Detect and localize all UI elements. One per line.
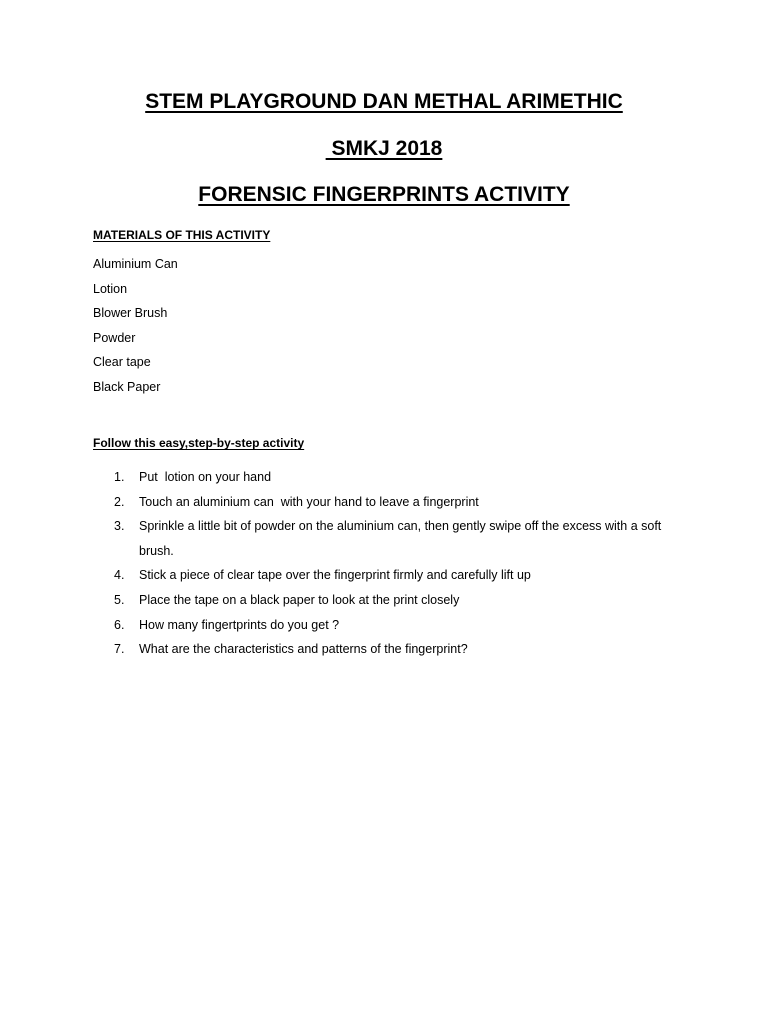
step-item: [114, 490, 684, 515]
step-item: [114, 514, 684, 563]
step-text: Place the tape on a black paper to look at the print closely: [139, 592, 460, 607]
step-item: [114, 563, 684, 588]
material-item: Clear tape: [93, 355, 151, 369]
materials-list: [93, 256, 178, 403]
step-number: 3.: [114, 519, 125, 534]
step-item: [114, 588, 684, 613]
material-item: Blower Brush: [93, 306, 168, 320]
step-number: 5.: [114, 592, 125, 607]
material-item: Aluminium Can: [93, 257, 178, 271]
step-number: 6.: [114, 617, 125, 632]
step-text: Touch an aluminium can with your hand to leave a fingerprint: [139, 494, 479, 509]
step-number: 2.: [114, 494, 125, 509]
title-event: STEM PLAYGROUND DAN METHAL ARIMETHIC: [145, 90, 623, 113]
step-item: [114, 613, 684, 638]
step-text: Sprinkle a little bit of powder on the aluminium can, then gently swipe off the excess with a soft brush.: [139, 519, 662, 558]
material-item: Powder: [93, 330, 136, 345]
title-activity: FORENSIC FINGERPRINTS ACTIVITY: [198, 183, 570, 206]
step-text: Stick a piece of clear tape over the fingerprint firmly and carefully lift up: [139, 568, 531, 583]
step-number: 7.: [114, 642, 125, 657]
step-text: How many fingertprints do you get ?: [139, 617, 340, 632]
steps-heading: Follow this easy,step-by-step activity: [93, 436, 305, 450]
material-item: Lotion: [93, 281, 128, 296]
materials-heading: MATERIALS OF THIS ACTIVITY: [93, 228, 271, 242]
step-text: Put lotion on your hand: [139, 470, 272, 484]
step-number: 1.: [114, 470, 125, 484]
material-item: Black Paper: [93, 379, 161, 394]
step-item: [114, 637, 684, 662]
step-item: [114, 465, 684, 490]
steps-list: [114, 465, 684, 662]
title-school-year: SMKJ 2018: [325, 137, 443, 160]
step-text: What are the characteristics and patterns of the fingerprint?: [139, 642, 468, 657]
step-number: 4.: [114, 568, 125, 583]
